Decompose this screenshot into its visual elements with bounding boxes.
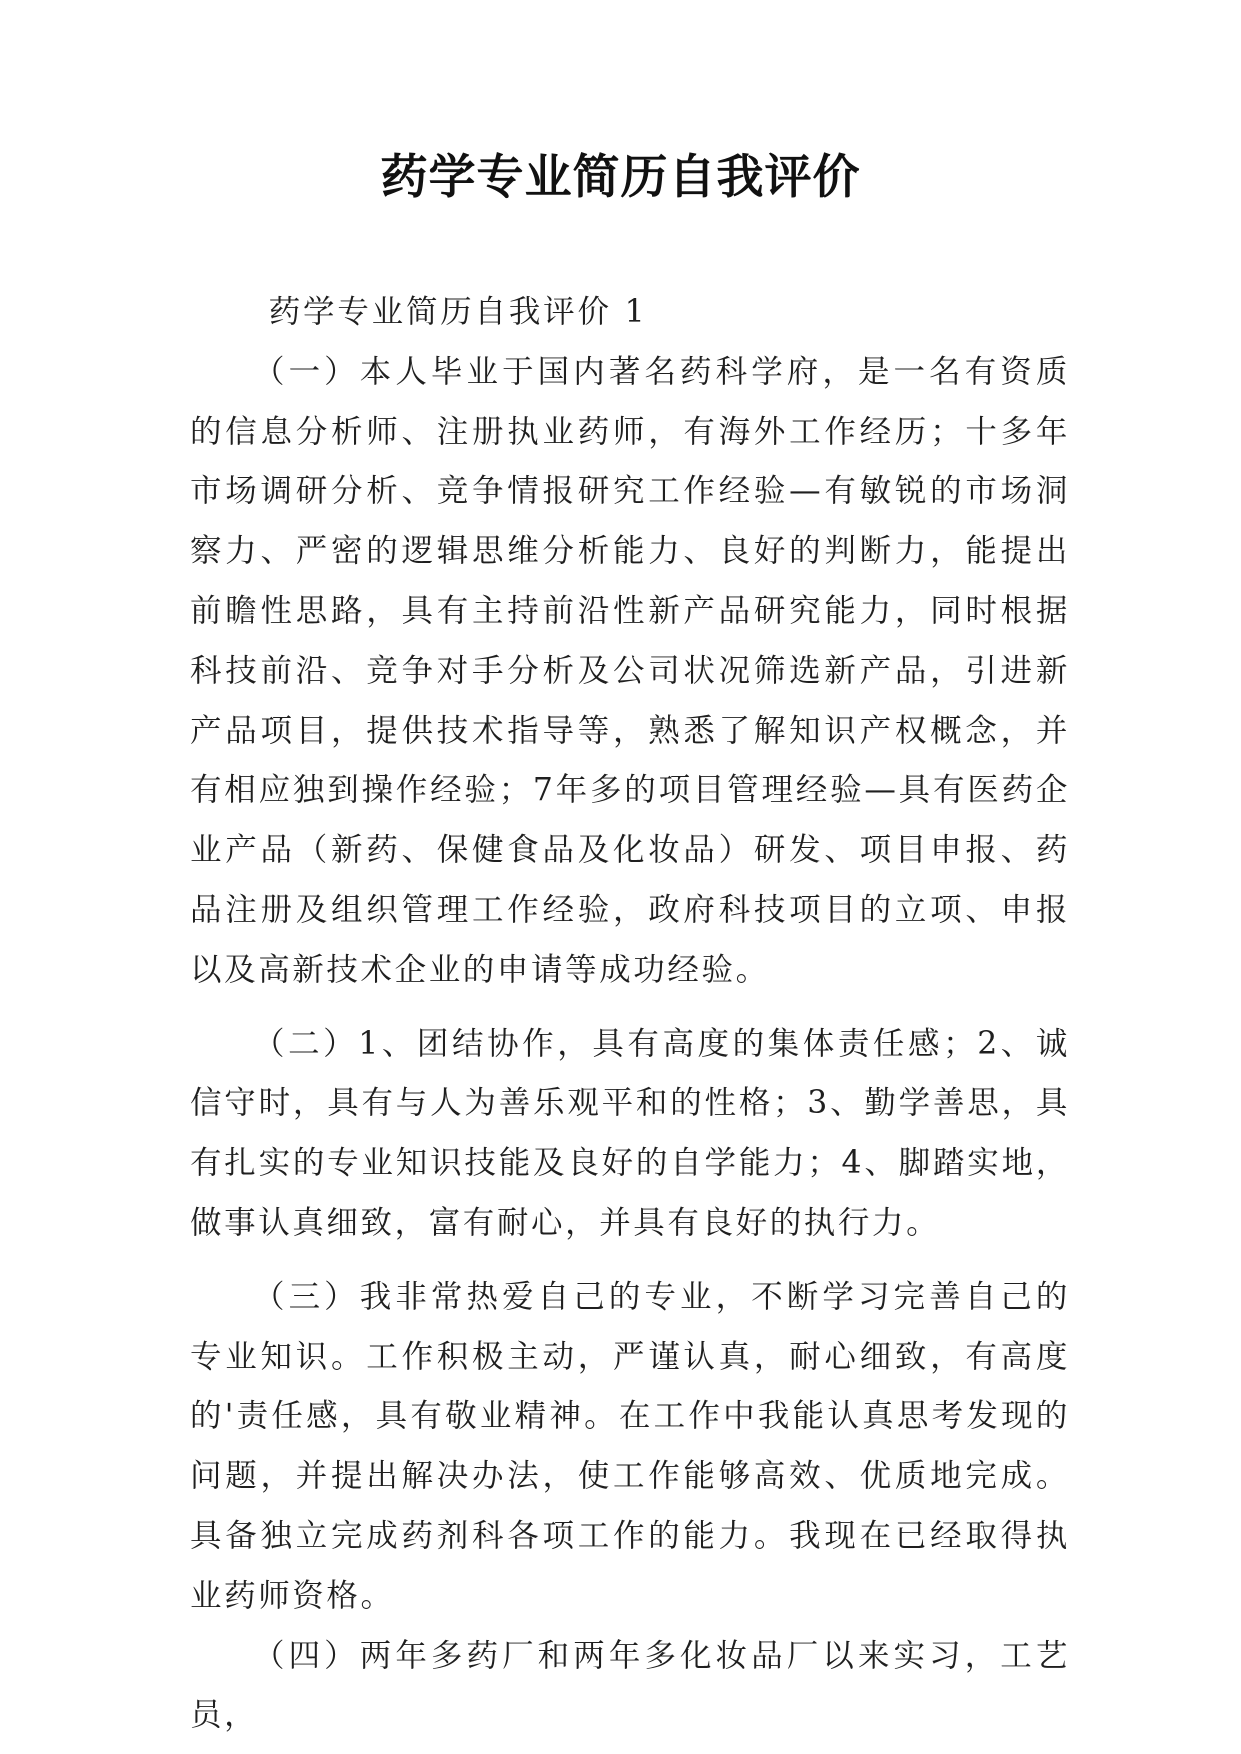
document-title: 药学专业简历自我评价 <box>380 150 861 205</box>
paragraph-1: （一）本人毕业于国内著名药科学府，是一名有资质的信息分析师、注册执业药师，有海外工作经历；十多年市场调研分析、竞争情报研究工作经验—有敏锐的市场洞察力、严密的逻辑思维分析能力、良好的判断力，能提出前瞻性思路，具有主持前沿性新产品研究能力，同时根据科技前沿、竞争对手分析及公司状况筛选新产品，引进新产品项目，提供技术指导等，熟悉了解知识产权概念，并有相应独到操作经验；7年多的项目管理经验—具有医药企业产品（新药、保健食品及化妆品）研发、项目申报、药品注册及组织管理工作经验，政府科技项目的立项、申报以及高新技术企业的申请等成功经验。 <box>190 353 1070 988</box>
paragraph-3: （三）我非常热爱自己的专业，不断学习完善自己的专业知识。工作积极主动，严谨认真，耐心细致，有高度的'责任感，具有敬业精神。在工作中我能认真思考发现的问题，并提出解决办法，使工作能够高效、优质地完成。具备独立完成药剂科各项工作的能力。我现在已经取得执业药师资格。 <box>190 1278 1070 1614</box>
document-body <box>190 283 1070 1746</box>
paragraph-4: （四）两年多药厂和两年多化妆品厂以来实习，工艺员， <box>190 1637 1070 1734</box>
section-heading: 药学专业简历自我评价 1 <box>268 294 648 330</box>
paragraph-2: （二）1、团结协作，具有高度的集体责任感；2、诚信守时，具有与人为善乐观平和的性格；3、勤学善思，具有扎实的专业知识技能及良好的自学能力；4、脚踏实地，做事认真细致，富有耐心，并具有良好的执行力。 <box>190 1025 1070 1241</box>
